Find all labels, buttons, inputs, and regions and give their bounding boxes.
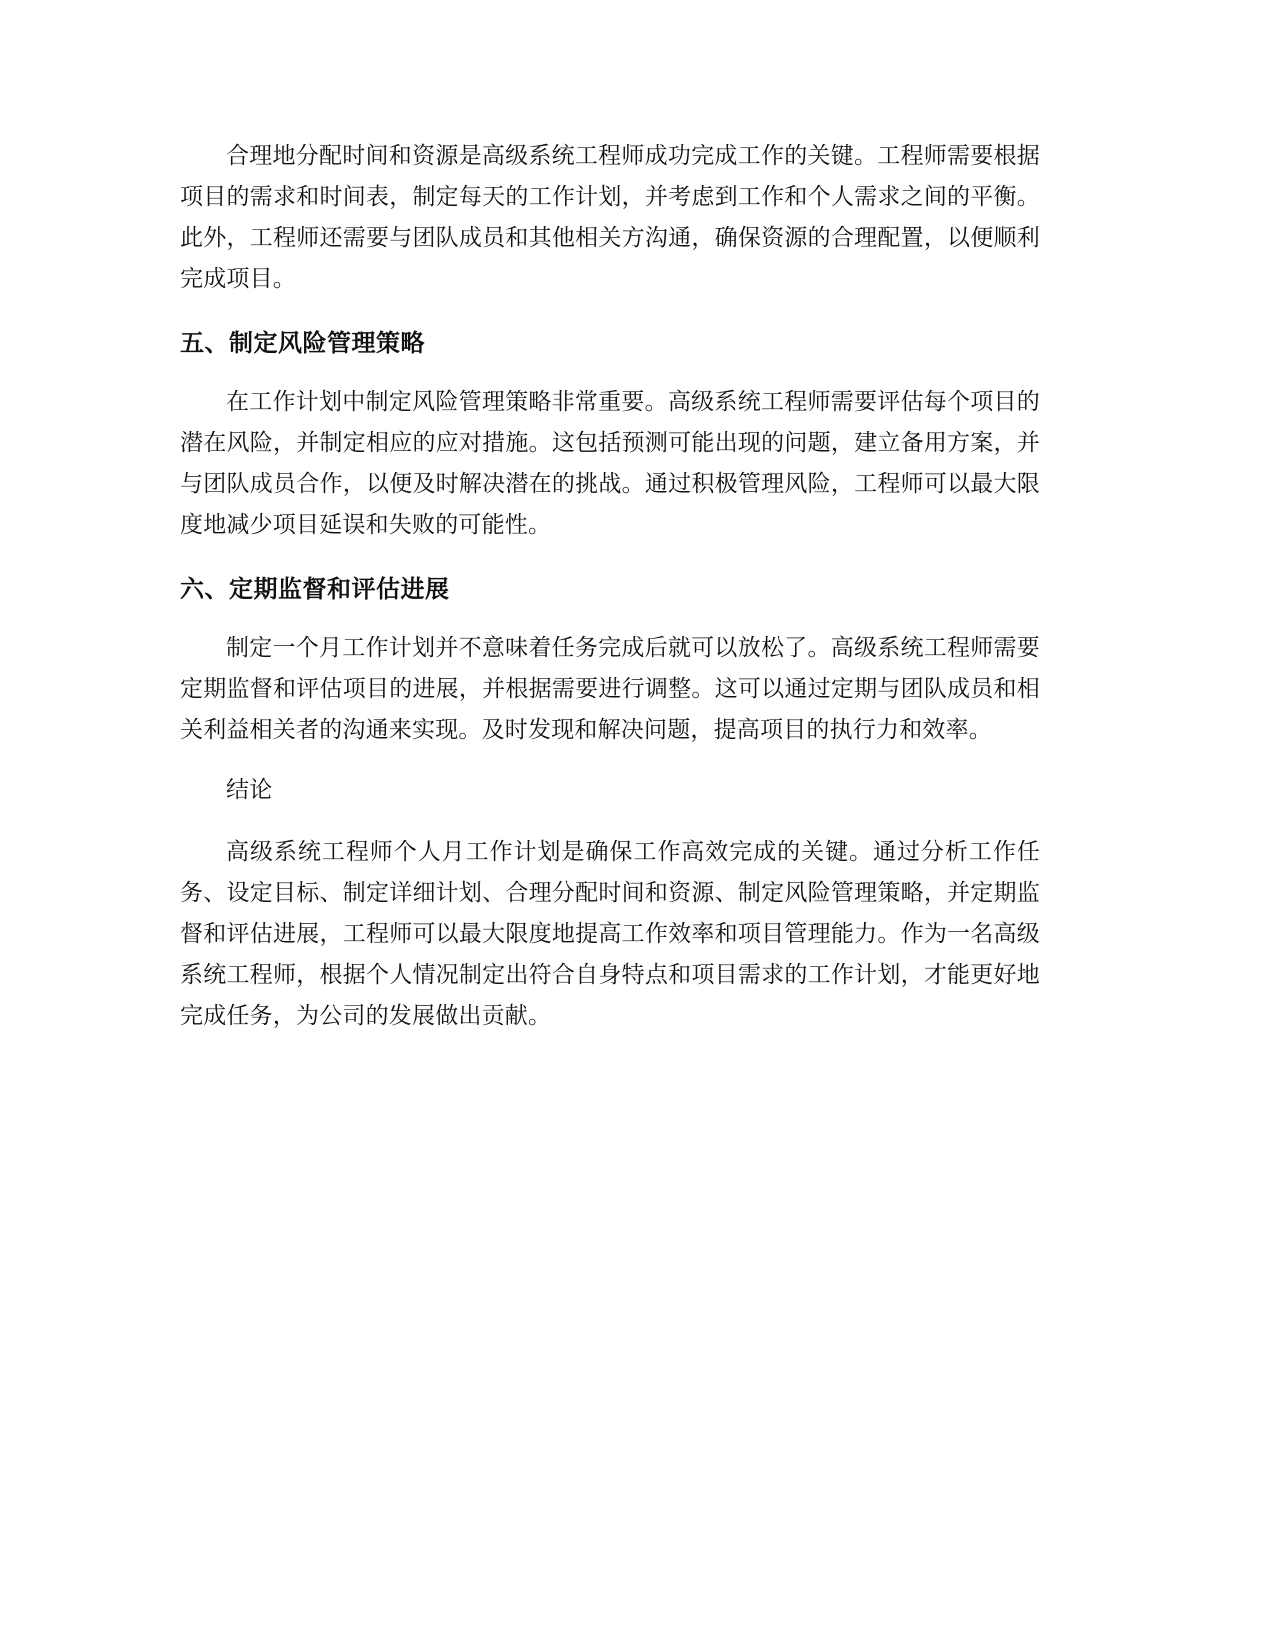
- conclusion-paragraph: 高级系统工程师个人月工作计划是确保工作高效完成的关键。通过分析工作任务、设定目标、制定详细计划、合理分配时间和资源、制定风险管理策略，并定期监督和评估进展，工程师可以最大限度地提高工作效率和项目管理能力。作为一名高级系统工程师，根据个人情况制定出符合自身特点和项目需求的工作计划，才能更好地完成任务，为公司的发展做出贡献。: [180, 839, 1040, 1029]
- conclusion-label: 结论: [226, 777, 273, 803]
- section-heading-risk-management: 五、制定风险管理策略: [180, 329, 425, 357]
- intro-paragraph: 合理地分配时间和资源是高级系统工程师成功完成工作的关键。工程师需要根据项目的需求和时间表，制定每天的工作计划，并考虑到工作和个人需求之间的平衡。此外，工程师还需要与团队成员和其他相关方沟通，确保资源的合理配置，以便顺利完成项目。: [180, 143, 1040, 292]
- document-content: [180, 136, 1040, 1037]
- section-body-risk-management: 在工作计划中制定风险管理策略非常重要。高级系统工程师需要评估每个项目的潜在风险，并制定相应的应对措施。这包括预测可能出现的问题，建立备用方案，并与团队成员合作，以便及时解决潜在的挑战。通过积极管理风险，工程师可以最大限度地减少项目延误和失败的可能性。: [180, 389, 1040, 538]
- section-body-progress-monitoring: 制定一个月工作计划并不意味着任务完成后就可以放松了。高级系统工程师需要定期监督和评估项目的进展，并根据需要进行调整。这可以通过定期与团队成员和相关利益相关者的沟通来实现。及时发现和解决问题，提高项目的执行力和效率。: [180, 635, 1040, 743]
- section-heading-progress-monitoring: 六、定期监督和评估进展: [180, 575, 450, 603]
